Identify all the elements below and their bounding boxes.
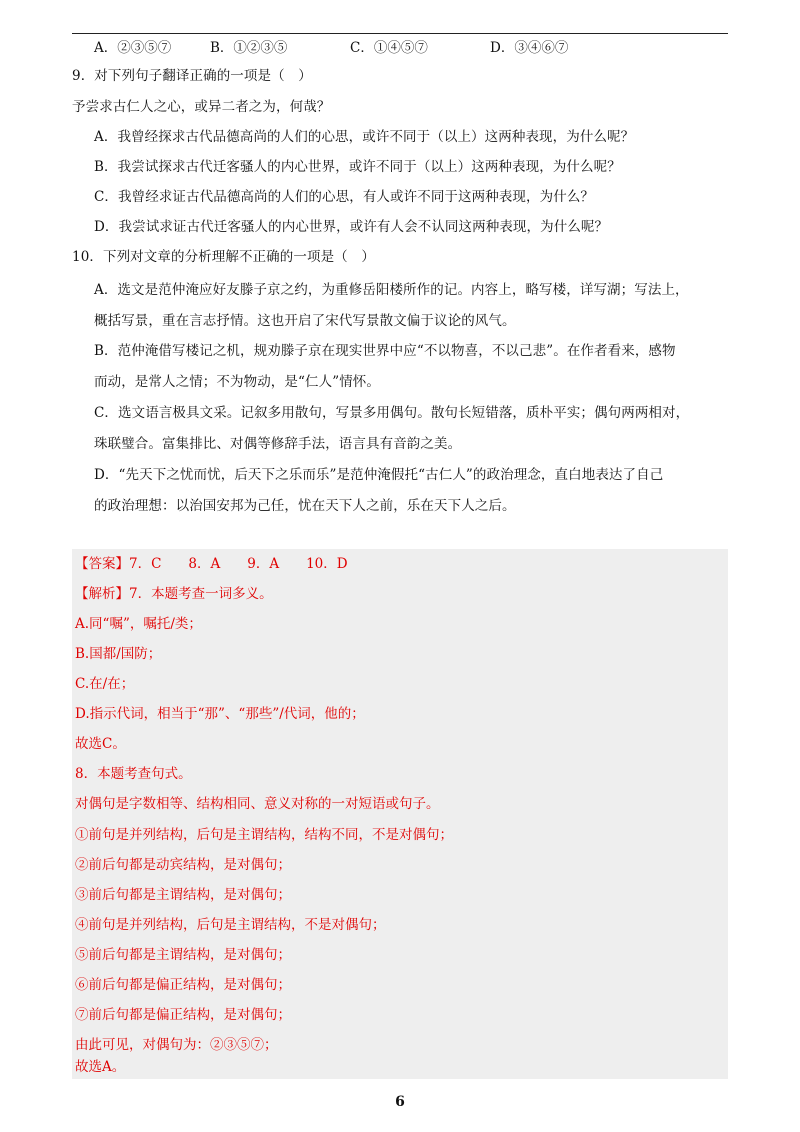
q10-option-b-line2: 而动，是常人之情；不为物动，是“仁人”情怀。 — [94, 374, 381, 390]
q10-option-a-line2: 概括写景，重在言志抒情。这也开启了宋代写景散文偏于议论的风气。 — [94, 313, 516, 329]
q10-stem: 10．下列对文章的分析理解不正确的一项是（ ） — [72, 249, 375, 265]
page-number: 6 — [395, 1094, 405, 1110]
prev-option-d: D．③④⑥⑦ — [490, 40, 569, 56]
q10-option-d-line2: 的政治理想：以治国安邦为己任，忧在天下人之前，乐在天下人之后。 — [94, 498, 516, 514]
q9-option-d: D．我尝试求证古代迁客骚人的内心世界，或许有人会不认同这两种表现，为什么呢？ — [94, 219, 609, 235]
analysis-line: ③前后句都是主谓结构，是对偶句； — [75, 887, 291, 903]
analysis-line: B.国都/国防； — [75, 646, 162, 662]
analysis-line: D.指示代词，相当于“那”、“那些”/代词，他的； — [75, 706, 365, 722]
analysis-line: ②前后句都是动宾结构，是对偶句； — [75, 857, 291, 873]
q9-option-b: B．我尝试探求古代迁客骚人的内心世界，或许不同于（以上）这两种表现，为什么呢？ — [94, 159, 621, 175]
answer-key: 【答案】7．C 8．A 9．A 10．D — [75, 556, 348, 572]
analysis-line: ④前句是并列结构，后句是主谓结构，不是对偶句； — [75, 917, 386, 933]
analysis-q8-heading: 8．本题考查句式。 — [75, 766, 192, 782]
q10-option-a-line1: A．选文是范仲淹应好友滕子京之约，为重修岳阳楼所作的记。内容上，略写楼，详写湖；写法上， — [94, 282, 689, 298]
analysis-line: A.同“嘱”，嘱托/类； — [75, 616, 202, 632]
prev-option-b: B．①②③⑤ — [210, 40, 288, 56]
analysis-line: 故选A。 — [75, 1059, 126, 1075]
q9-option-a: A．我曾经探求古代品德高尚的人们的心思，或许不同于（以上）这两种表现，为什么呢？ — [94, 129, 635, 145]
analysis-line: ⑥前后句都是偏正结构，是对偶句； — [75, 977, 291, 993]
q10-option-b-line1: B．范仲淹借写楼记之机，规劝滕子京在现实世界中应“不以物喜，不以己悲”。在作者看来，感物 — [94, 343, 676, 359]
q10-option-c-line1: C．选文语言极具文采。记叙多用散句，写景多用偶句。散句长短错落，质朴平实；偶句两两相对， — [94, 405, 690, 421]
q10-option-d-line1: D．“先天下之忧而忧，后天下之乐而乐”是范仲淹假托“古仁人”的政治理念，直白地表达了自己 — [94, 467, 664, 483]
analysis-q7-heading: 【解析】7．本题考查一词多义。 — [75, 586, 273, 602]
q10-option-c-line2: 珠联璧合。富集排比、对偶等修辞手法，语言具有音韵之美。 — [94, 436, 462, 452]
prev-option-c: C．①④⑤⑦ — [350, 40, 428, 56]
analysis-line: ⑤前后句都是主谓结构，是对偶句； — [75, 947, 291, 963]
analysis-line: 由此可见，对偶句为：②③⑤⑦； — [75, 1037, 278, 1053]
analysis-line: ⑦前后句都是偏正结构，是对偶句； — [75, 1007, 291, 1023]
analysis-line: C.在/在； — [75, 676, 135, 692]
q9-option-c: C．我曾经求证古代品德高尚的人们的心思，有人或许不同于这两种表现，为什么？ — [94, 189, 595, 205]
q9-stem: 9．对下列句子翻译正确的一项是（ ） — [72, 68, 312, 84]
analysis-line: 对偶句是字数相等、结构相同、意义对称的一对短语或句子。 — [75, 796, 440, 812]
analysis-line: 故选C。 — [75, 736, 126, 752]
q9-sentence: 予尝求古仁人之心，或异二者之为，何哉？ — [72, 99, 331, 115]
top-rule — [72, 33, 728, 34]
prev-option-a: A．②③⑤⑦ — [94, 40, 172, 56]
analysis-line: ①前句是并列结构，后句是主谓结构，结构不同，不是对偶句； — [75, 827, 453, 843]
